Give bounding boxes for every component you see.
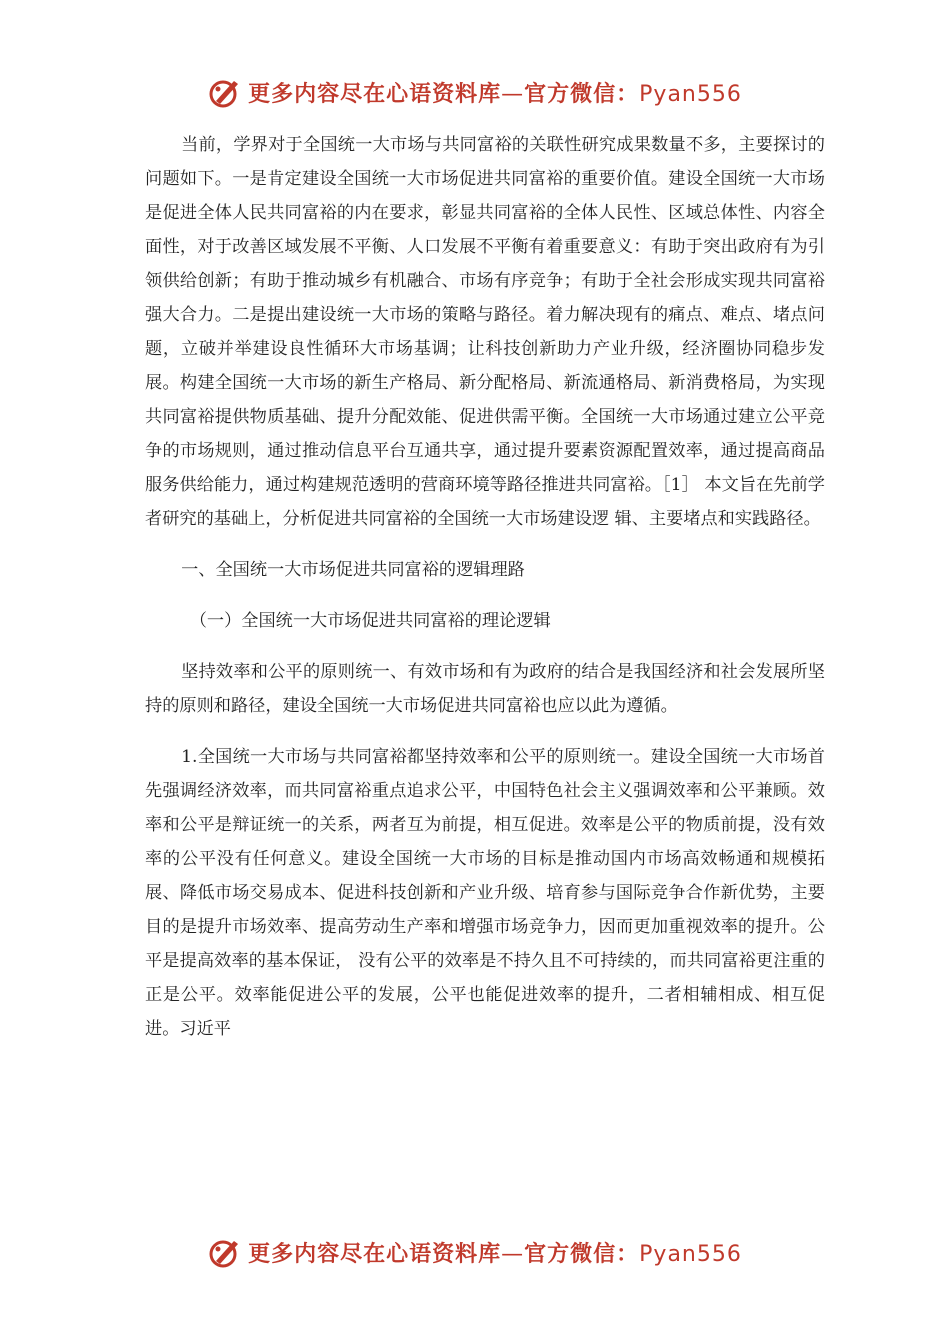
- watermark-footer: [0, 1232, 950, 1272]
- paragraph-efficiency-fairness: 1.全国统一大市场与共同富裕都坚持效率和公平的原则统一。建设全国统一大市场首先强调经济效率，而共同富裕重点追求公平，中国特色社会主义强调效率和公平兼顾。效率和公平是辩证统一的关系，两者互为前提，相互促进。效率是公平的物质前提，没有效率的公平没有任何意义。建设全国统一大市场的目标是推动国内市场高效畅通和规模拓展、降低市场交易成本、促进科技创新和产业升级、培育参与国际竞争合作新优势，主要目的是提升市场效率、提高劳动生产率和增强市场竞争力，因而更加重视效率的提升。公平是提高效率的基本保证， 没有公平的效率是不持久且不可持续的，而共同富裕更注重的正是公平。效率能促进公平的发展，公平也能促进效率的提升，二者相辅相成、相互促进。习近平: [145, 747, 825, 1039]
- watermark-text: 更多内容尽在心语资料库—官方微信：Pyan556: [248, 80, 742, 107]
- paragraph-intro: 当前，学界对于全国统一大市场与共同富裕的关联性研究成果数量不多，主要探讨的问题如下。一是肯定建设全国统一大市场促进共同富裕的重要价值。建设全国统一大市场是促进全体人民共同富裕的内在要求，彰显共同富裕的全体人民性、区域总体性、内容全面性，对于改善区域发展不平衡、人口发展不平衡有着重要意义：有助于突出政府有为引领供给创新；有助于推动城乡有机融合、市场有序竞争；有助于全社会形成实现共同富裕强大合力。二是提出建设统一大市场的策略与路径。着力解决现有的痛点、难点、堵点问题，立破并举建设良性循环大市场基调；让科技创新助力产业升级，经济圈协同稳步发展。构建全国统一大市场的新生产格局、新分配格局、新流通格局、新消费格局，为实现共同富裕提供物质基础、提升分配效能、促进供需平衡。全国统一大市场通过建立公平竞争的市场规则，通过推动信息平台互通共享，通过提升要素资源配置效率，通过提高商品服务供给能力，通过构建规范透明的营商环境等路径推进共同富裕。［1］ 本文旨在先前学者研究的基础上，分析促进共同富裕的全国统一大市场建设逻 辑、主要堵点和实践路径。: [145, 135, 825, 529]
- subsection-heading: （一）全国统一大市场促进共同富裕的理论逻辑: [189, 611, 551, 631]
- pen-logo-icon: [208, 1235, 242, 1269]
- watermark-text: 更多内容尽在心语资料库—官方微信：Pyan556: [248, 1240, 742, 1267]
- pen-logo-icon: [208, 75, 242, 109]
- paragraph-principles: 坚持效率和公平的原则统一、有效市场和有为政府的结合是我国经济和社会发展所坚持的原则和路径，建设全国统一大市场促进共同富裕也应以此为遵循。: [145, 662, 825, 716]
- document-body: [145, 128, 825, 1046]
- section-heading: 一、全国统一大市场促进共同富裕的逻辑理路: [181, 560, 525, 580]
- watermark-header: [0, 72, 950, 112]
